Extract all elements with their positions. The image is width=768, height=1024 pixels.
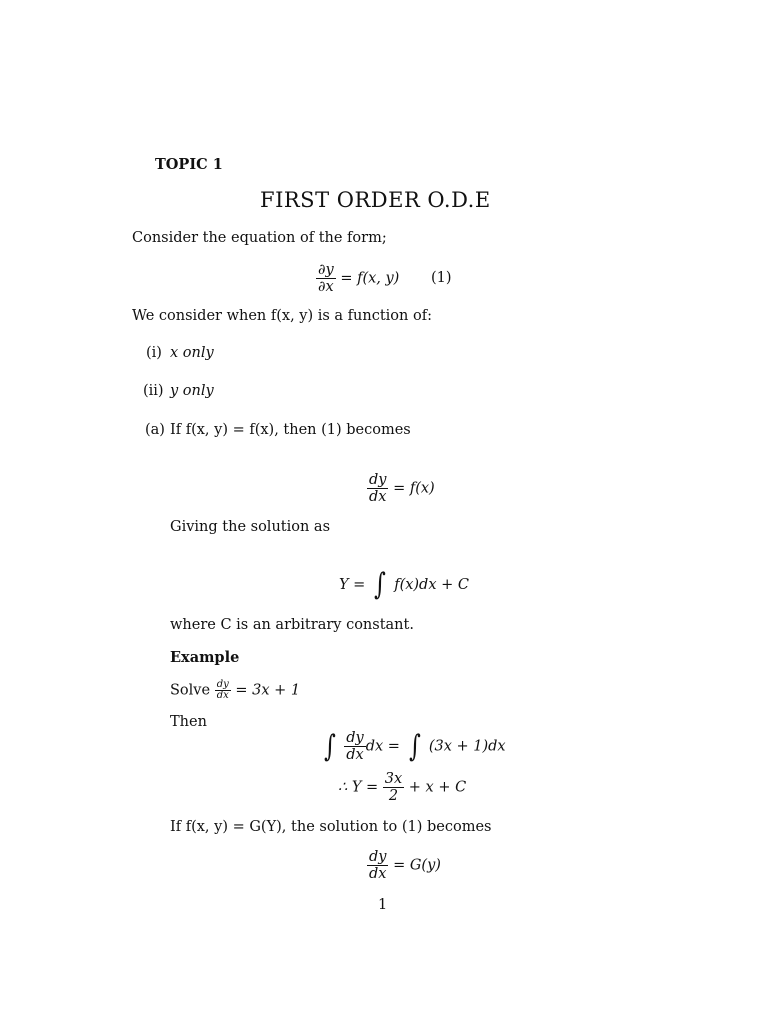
fraction-numerator: ∂y [318, 262, 334, 278]
fraction-dy-dx [367, 472, 388, 505]
fraction-denominator: dx [367, 865, 388, 882]
fraction-denominator: 2 [383, 787, 404, 804]
fraction-numerator: 3x [384, 771, 403, 787]
equation-5 [338, 771, 466, 804]
integral-sign: ∫ [323, 728, 336, 764]
equation-label: (1) [431, 270, 452, 286]
fraction-numerator: dy [369, 472, 387, 488]
fraction-numerator: dy [216, 679, 229, 690]
fraction-numerator: dy [369, 849, 387, 865]
solve-label: Solve [170, 682, 211, 699]
equation-2 [367, 472, 435, 505]
giving-text: Giving the solution as [170, 519, 331, 535]
example-heading: Example [170, 649, 240, 666]
intro-text: Consider the equation of the form; [132, 230, 387, 246]
fraction-dy-dx [344, 730, 365, 763]
where-text: where C is an arbitrary constant. [170, 617, 414, 633]
equation-rhs: = 3x + 1 [235, 682, 301, 699]
consider-text: We consider when f(x, y) is a function of: [132, 308, 432, 324]
list-item-text: x only [170, 345, 214, 361]
fraction-3x-2 [383, 771, 404, 804]
fraction-denominator: ∂x [316, 278, 336, 295]
part-marker: (a) [145, 422, 165, 438]
integral-sign: ∫ [408, 728, 421, 764]
fraction-numerator: dy [346, 730, 364, 746]
list-marker: (ii) [143, 383, 164, 399]
fraction-dy-dx [367, 849, 388, 882]
equation-1 [316, 262, 399, 295]
page-title: FIRST ORDER O.D.E [260, 188, 491, 212]
fraction-denominator: dx [215, 690, 231, 701]
if-g-text: If f(x, y) = G(Y), the solution to (1) becomes [170, 819, 492, 835]
equation-6 [367, 849, 441, 882]
integral-sign: ∫ [373, 567, 386, 602]
equation-rhs: (3x + 1)dx [428, 738, 506, 755]
equation-middle: dx = [365, 738, 400, 755]
equation-rhs: + x + C [408, 779, 467, 796]
part-a-text: If f(x, y) = f(x), then (1) becomes [170, 422, 411, 438]
page-number: 1 [378, 897, 388, 913]
equation-lhs: ∴ Y = [338, 779, 379, 796]
equation-3 [339, 567, 469, 602]
equation-rhs: f(x)dx + C [394, 577, 469, 593]
then-text: Then [170, 714, 207, 730]
fraction-dy-dx-inline [215, 680, 231, 701]
fraction-denominator: dx [344, 746, 365, 763]
equation-rhs: = f(x, y) [340, 270, 400, 287]
topic-label: TOPIC 1 [155, 156, 223, 173]
equation-rhs: = G(y) [393, 857, 441, 874]
solve-line [170, 680, 300, 701]
fraction-denominator: dx [367, 488, 388, 505]
list-item-text: y only [170, 383, 214, 399]
list-marker: (i) [146, 345, 162, 361]
equation-rhs: = f(x) [393, 480, 435, 497]
equation-lhs: Y = [339, 577, 366, 593]
equation-4 [320, 730, 506, 763]
fraction-dy-dx-partial [316, 262, 336, 295]
